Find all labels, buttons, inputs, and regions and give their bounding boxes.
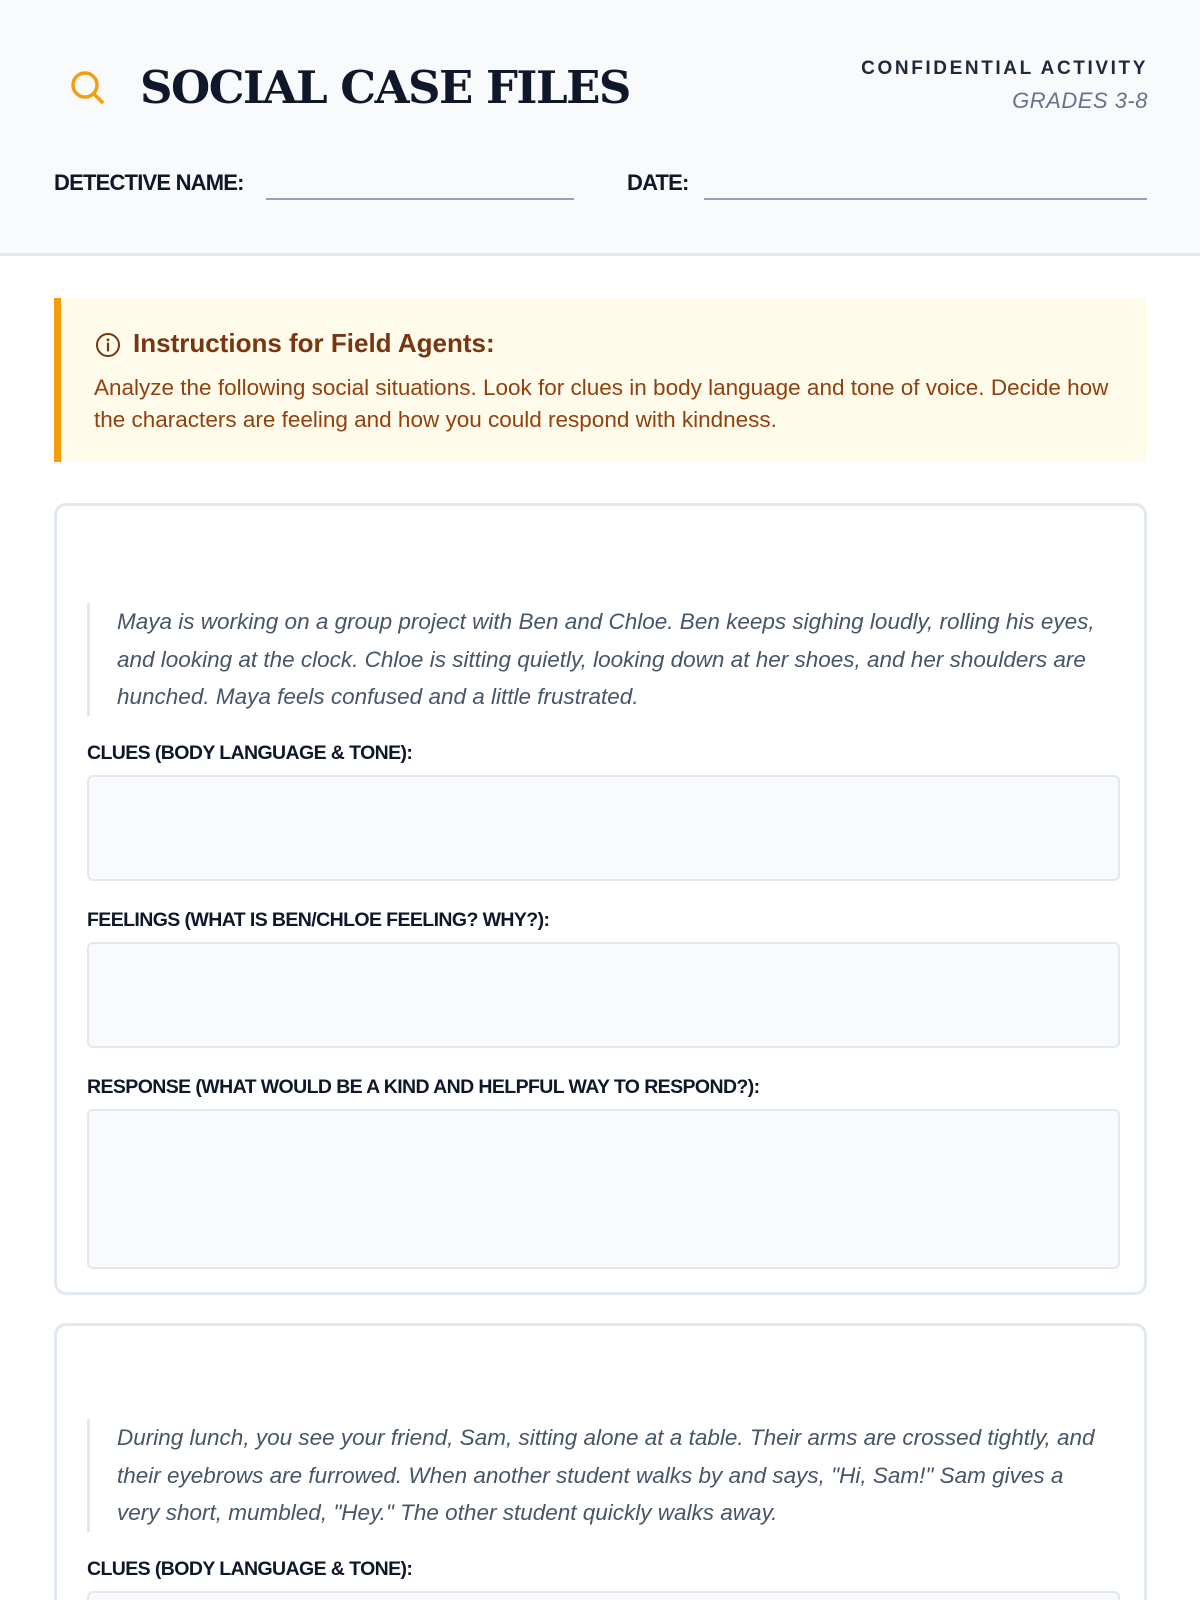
case-card-2 (54, 1323, 1147, 1600)
grades-label: GRADES 3-8 (1012, 88, 1148, 113)
page-title: SOCIAL CASE FILES (140, 61, 630, 114)
info-icon (95, 332, 121, 358)
confidential-label: CONFIDENTIAL ACTIVITY (861, 58, 1148, 79)
detective-name-label: DETECTIVE NAME: (54, 170, 244, 195)
clues-answer-box[interactable] (87, 1591, 1120, 1600)
detective-name-line[interactable] (266, 198, 574, 200)
instructions-box (54, 298, 1147, 462)
clues-answer-box[interactable] (87, 775, 1120, 881)
clues-label: CLUES (BODY LANGUAGE & TONE): (87, 1558, 413, 1580)
case-card-1 (54, 503, 1147, 1295)
date-line[interactable] (704, 198, 1147, 200)
clues-label: CLUES (BODY LANGUAGE & TONE): (87, 742, 413, 764)
worksheet-header (0, 0, 1200, 256)
response-answer-box[interactable] (87, 1109, 1120, 1269)
date-label: DATE: (627, 170, 689, 195)
case-scenario: During lunch, you see your friend, Sam, sitting alone at a table. Their arms are crossed tightly, and their eyebrows are furrowed. When another student walks by and says, "Hi, Sam!" Sam gives a very short, mumbled, "Hey." The other student quickly walks away. (87, 1419, 1097, 1532)
instructions-text: Analyze the following social situations. Look for clues in body language and tone of voice. Decide how the characters are feeling and how you could respond with kindness. (94, 375, 1109, 432)
feelings-answer-box[interactable] (87, 942, 1120, 1048)
feelings-label: FEELINGS (WHAT IS BEN/CHLOE FEELING? WHY?): (87, 909, 550, 931)
instructions-title: Instructions for Field Agents: (133, 328, 495, 358)
response-label: RESPONSE (WHAT WOULD BE A KIND AND HELPFUL WAY TO RESPOND?): (87, 1076, 760, 1098)
case-scenario: Maya is working on a group project with Ben and Chloe. Ben keeps sighing loudly, rolling his eyes, and looking at the clock. Chloe is sitting quietly, looking down at her shoes, and her shoulders are hunched. Maya feels confused and a little frustrated. (87, 603, 1097, 716)
search-icon (68, 68, 108, 108)
